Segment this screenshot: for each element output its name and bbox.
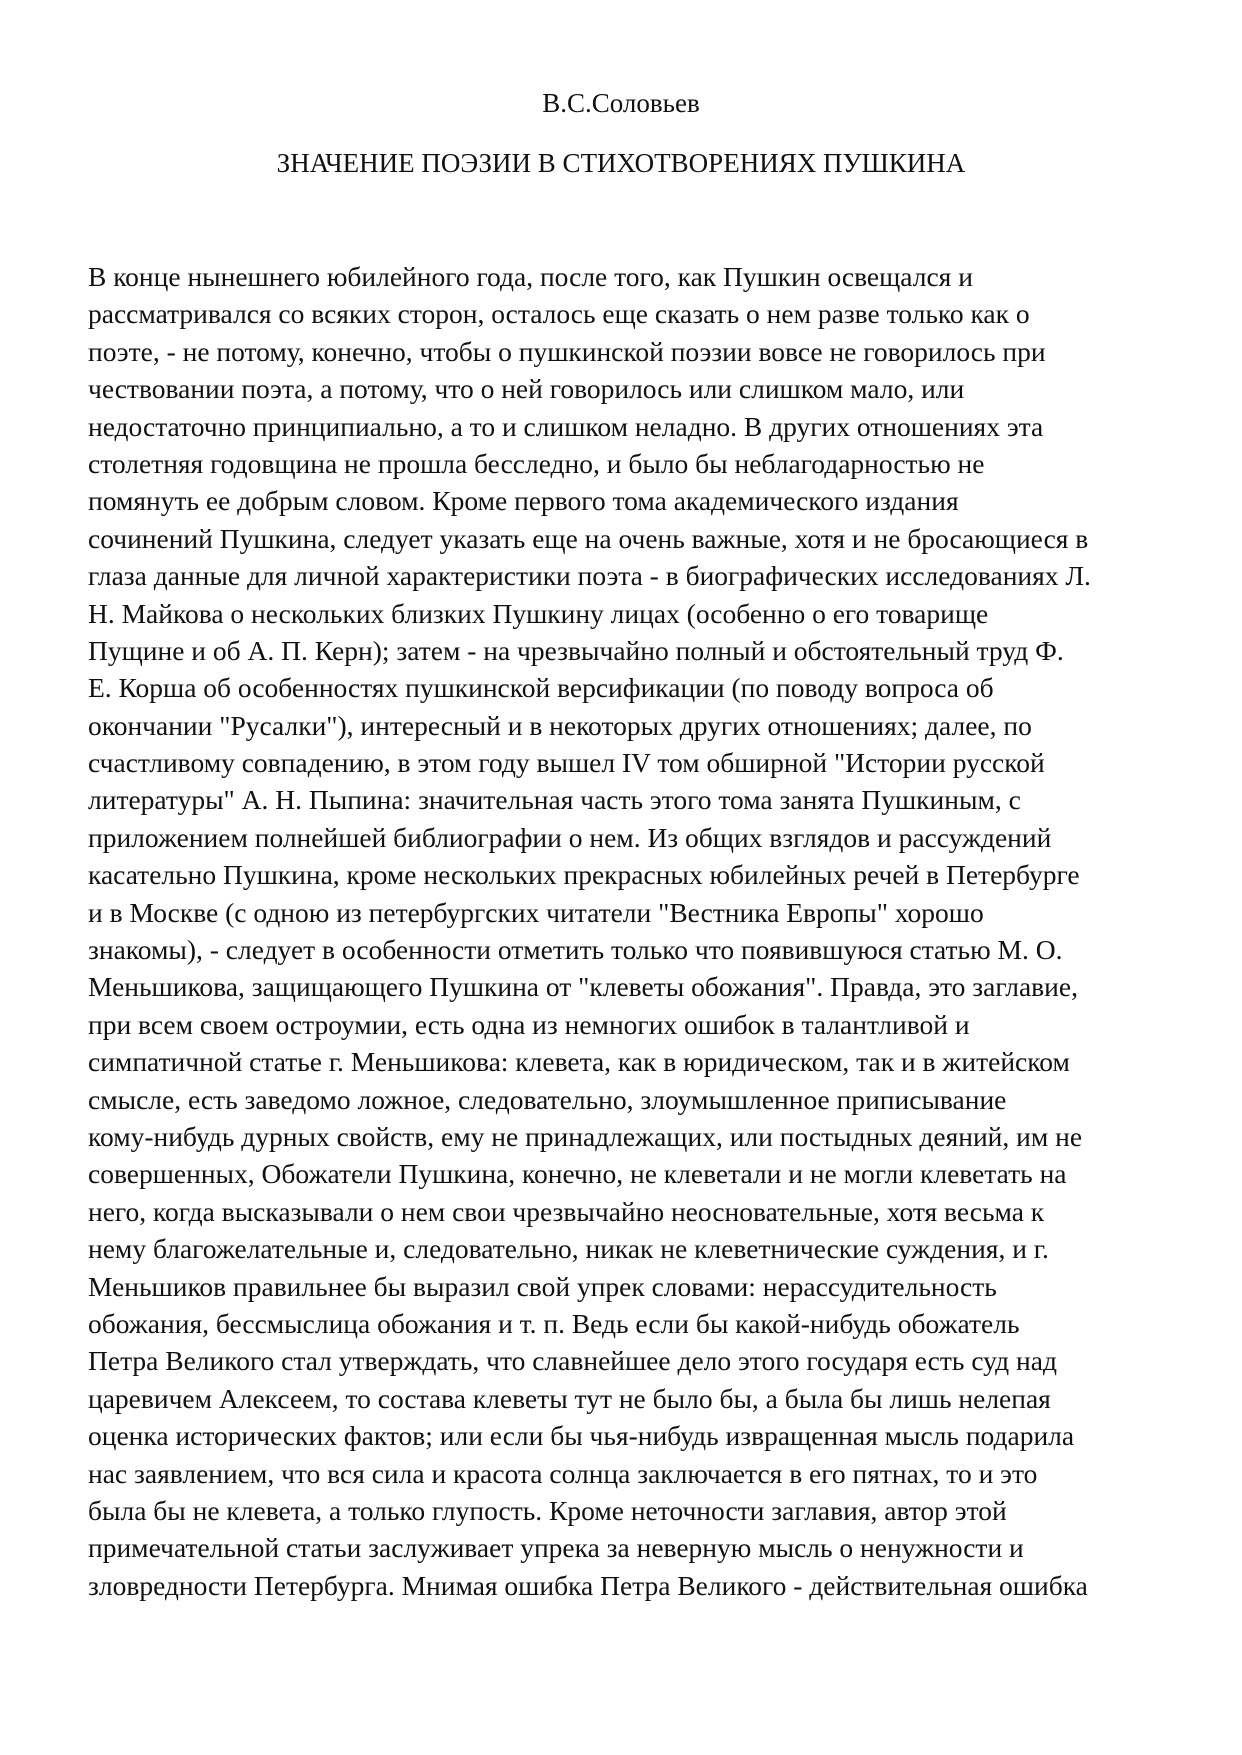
text-line: была бы не клевета, а только глупость. Кроме неточности заглавия, автор этой [88,1494,1007,1526]
text-line: совершенных, Обожатели Пушкина, конечно, не клеветали и не могли клеветать на [88,1158,1067,1190]
text-line: сочинений Пушкина, следует указать еще на очень важные, хотя и не бросающиеся в [88,522,1089,554]
text-line: смысле, есть заведомо ложное, следовательно, злоумышленное приписывание [88,1083,1007,1115]
text-line: касательно Пушкина, кроме нескольких прекрасных юбилейных речей в Петербурге [88,859,1080,891]
text-line: недостаточно принципиально, а то и слишком неладно. В других отношениях эта [88,410,1044,442]
text-line: Меньшикова, защищающего Пушкина от "клеветы обожания". Правда, это заглавие, [88,971,1078,1003]
text-line: нас заявлением, что вся сила и красота солнца заключается в его пятнах, то и это [88,1457,1038,1489]
text-line: Н. Майкова о нескольких близких Пушкину лицах (особенно о его товарище [88,597,989,629]
text-line: при всем своем остроумии, есть одна из немногих ошибок в талантливой и [88,1008,970,1040]
author-name: В.С.Соловьев [542,88,700,118]
text-line: Меньшиков правильнее бы выразил свой упрек словами: нерассудительность [88,1270,997,1302]
text-line: Петра Великого стал утверждать, что славнейшее дело этого государя есть суд над [88,1345,1057,1377]
text-line: кому-нибудь дурных свойств, ему не принадлежащих, или постыдных деяний, им не [88,1120,1083,1152]
text-line: Е. Корша об особенностях пушкинской версификации (по поводу вопроса об [88,672,994,704]
text-line: столетняя годовщина не прошла бесследно, и было бы неблагодарностью не [88,447,985,479]
text-line: литературы" А. Н. Пыпина: значительная часть этого тома занята Пушкиным, с [88,784,1021,816]
text-line: поэте, - не потому, конечно, чтобы о пушкинской поэзии вовсе не говорилось при [88,335,1046,367]
document-title: ЗНАЧЕНИЕ ПОЭЗИИ В СТИХОТВОРЕНИЯХ ПУШКИНА [276,148,966,178]
text-line: приложением полнейшей библиографии о нем. Из общих взглядов и рассуждений [88,821,1052,853]
text-line: и в Москве (с одною из петербургских читатели "Вестника Европы" хорошо [88,896,984,928]
text-line: В конце нынешнего юбилейного года, после того, как Пушкин освещался и [88,261,973,292]
text-line: оценка исторических фактов; или если бы чья-нибудь извращенная мысль подарила [88,1420,1075,1452]
text-line: него, когда высказывали о нем свои чрезвычайно неосновательные, хотя весьма к [88,1195,1045,1227]
text-line: рассматривался со всяких сторон, осталось еще сказать о нем разве только как о [88,298,1030,330]
text-line: знакомы), - следует в особенности отметить только что появившуюся статью М. О. [88,934,1063,966]
text-line: царевичем Алексеем, то состава клеветы тут не было бы, а была бы лишь нелепая [88,1382,1051,1414]
text-line: симпатичной статье г. Меньшикова: клевета, как в юридическом, так и в житейском [88,1046,1070,1078]
text-line: нему благожелательные и, следовательно, никак не клеветнические суждения, и г. [88,1233,1049,1265]
text-line: Пущине и об А. П. Керн); затем - на чрезвычайно полный и обстоятельный труд Ф. [88,634,1064,666]
text-line: зловредности Петербурга. Мнимая ошибка Петра Великого - действительная ошибка [88,1569,1088,1601]
text-line: окончании "Русалки"), интересный и в некоторых других отношениях; далее, по [88,709,1032,741]
text-line: помянуть ее добрым словом. Кроме первого тома академического издания [88,485,959,517]
text-line: счастливому совпадению, в этом году вышел IV том обширной "Истории русской [88,747,1045,779]
text-line: примечательной статьи заслуживает упрека за неверную мысль о ненужности и [88,1532,1024,1564]
body-text [88,258,1168,1604]
text-line: глаза данные для личной характеристики поэта - в биографических исследованиях Л. [88,560,1091,592]
text-line: чествовании поэта, а потому, что о ней говорилось или слишком мало, или [88,373,965,405]
text-line: обожания, бессмыслица обожания и т. п. Ведь если бы какой-нибудь обожатель [88,1307,1020,1339]
